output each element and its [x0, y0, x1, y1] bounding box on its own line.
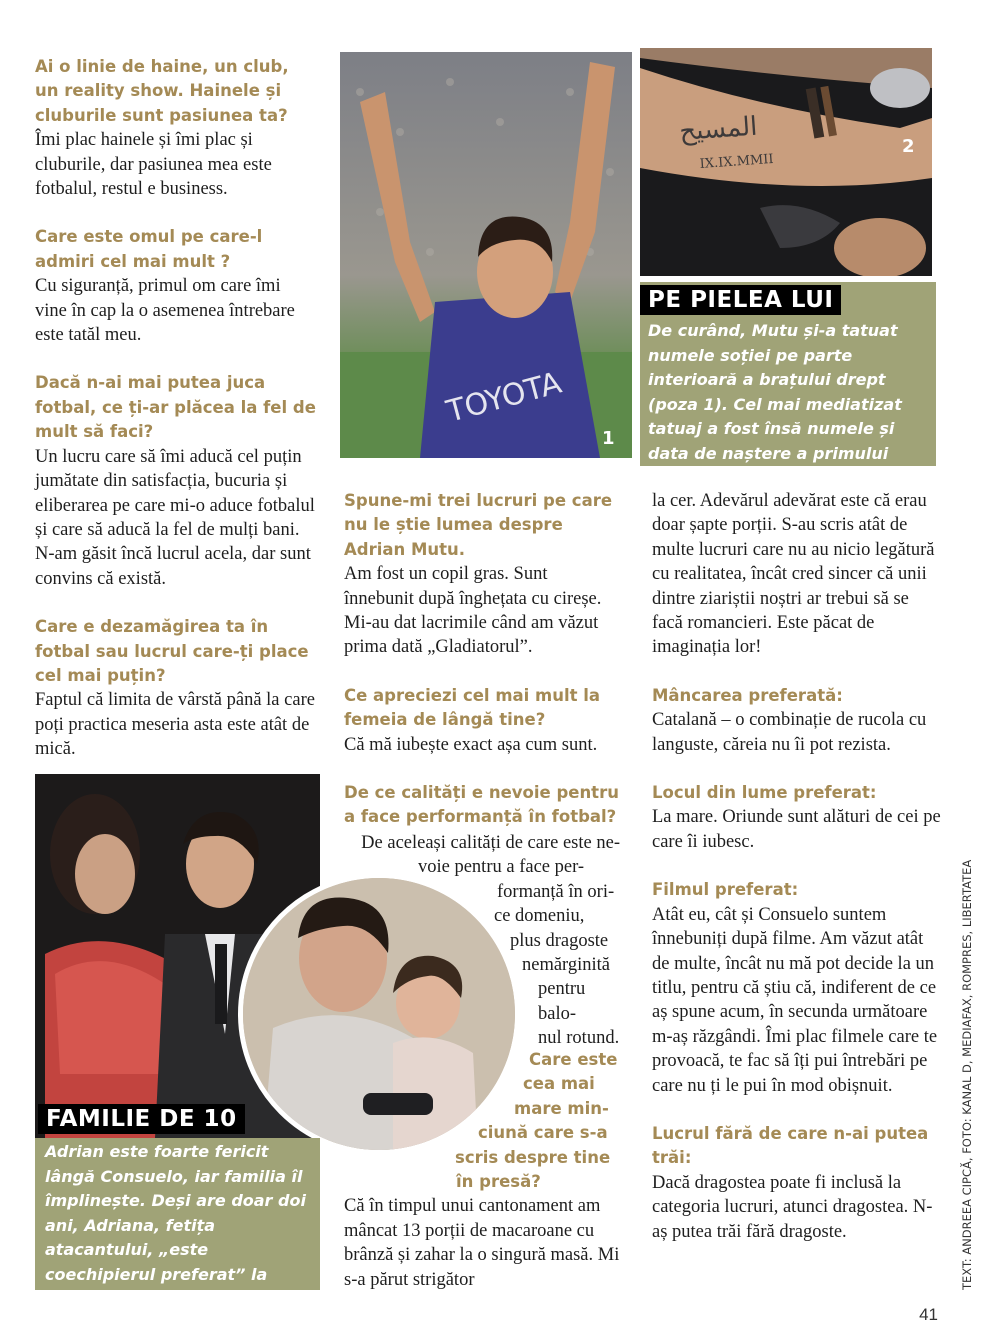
qa-block — [344, 781, 620, 830]
question: Locul din lume preferat: — [652, 783, 877, 803]
qa-block — [35, 615, 317, 761]
question: Filmul preferat: — [652, 880, 799, 900]
answer: Dacă dragostea poate fi inclusă la categoria lucruri, atunci dragostea. N-aș putea trăi fără dragoste. — [652, 1172, 933, 1242]
question: Lucrul fără de care n-ai putea trăi: — [652, 1123, 929, 1168]
qa-block — [35, 225, 317, 347]
answer-line: nemărginită — [522, 955, 611, 976]
right-column — [652, 489, 942, 1244]
answer-line: formanță în ori- — [497, 881, 615, 902]
photo-number-1: 1 — [602, 428, 615, 449]
answer: Un lucru care să îmi aducă cel puțin jumătate din satisfacția, bucuria și eliberarea pe care mi-o aduce fotbalul și care să aducă la fel de mulți bani. N-am găsit încă lucrul acela, dar sunt convins că există. — [35, 446, 315, 589]
answer-line: De aceleași calități de care este ne- — [361, 833, 620, 853]
answer-line: nul rotund. — [538, 1028, 620, 1049]
left-column — [35, 55, 317, 786]
question: Ce apreciezi cel mai mult la femeia de lângă tine? — [344, 685, 601, 730]
answer: Îmi plac hainele și îmi plac și cluburile, dar pasiunea mea este fotbalul, restul e business. — [35, 130, 272, 200]
qa-block — [344, 489, 620, 660]
question-line: mare min- — [514, 1098, 609, 1118]
qa-block — [652, 684, 942, 757]
question: Mâncarea preferată: — [652, 685, 843, 705]
answer: Atât eu, cât și Consuelo suntem înnebuniți după filme. Am văzut atât de multe, încât nu mă pot decide la un titlu, pentru că știu că, indiferent de ce aș spune acum, în secunda următoare m-aș răzgândi. Îmi plac filmele care te provoacă, te fac să îți pui întrebări pe care nu ți le pui în mod obișnuit. — [652, 904, 938, 1096]
page-number: 41 — [919, 1305, 938, 1324]
svg-text:المسيح: المسيح — [678, 111, 759, 147]
question: Ai o linie de haine, un club, un reality show. Hainele și cluburile sunt pasiunea ta? — [35, 57, 289, 125]
celebration-photo-image — [340, 52, 632, 458]
tattoo-box-text: De curând, Mutu și-a tatuat numele soției pe parte interioară a brațului drept (poza 1). Cel mai mediatizat tatuaj a fost însă numele și data de naștere a primului copil, Mario. (poza 2) — [648, 321, 902, 487]
answer: Am fost un copil gras. Sunt înnebunit după înghețata cu cireșe. Mi-au dat lacrimile când am văzut prima dată „Gladiatorul”. — [344, 564, 602, 658]
answer: Faptul că limita de vârstă până la care poți practica meseria asta este atât de mică. — [35, 690, 315, 760]
answer: La mare. Oriunde sunt alături de cei pe care îi iubesc. — [652, 807, 941, 852]
middle-column — [344, 489, 620, 830]
tattoo-date: IX.IX.MMII — [699, 151, 775, 172]
qa-block — [652, 781, 942, 854]
family-box-title: FAMILIE DE 10 — [38, 1104, 245, 1134]
qa-block — [35, 55, 317, 201]
question: Care e dezamăgirea ta în fotbal sau lucrul care-ți place cel mai puțin? — [35, 617, 309, 685]
answer: Cu siguranță, primul om care îmi vine în cap la o asemenea întrebare este tatăl meu. — [35, 276, 295, 346]
father-daughter-photo-image — [243, 878, 515, 1150]
question: Spune-mi trei lucruri pe care nu le știe lumea despre Adrian Mutu. — [344, 491, 613, 559]
answer: Că mă iubește exact așa cum sunt. — [344, 734, 598, 755]
answer-line: pentru balo- — [538, 979, 586, 1024]
answer: Că în timpul unui cantonament am mâncat 13 porții de macaroane cu brânză și zahar la o singură masă. Mi s-a părut strigător — [344, 1196, 620, 1290]
father-daughter-photo — [238, 873, 520, 1155]
question: Care este omul pe care-l admiri cel mai mult ? — [35, 227, 263, 271]
continuation-text: la cer. Adevărul adevărat este că erau doar șapte porții. S-au scris atât de multe lucruri care nu au nicio legătură cu realitatea, încât cred sincer că unii dintre ziariștii noștri ar trebui să se facă romancieri. Este păcat de imaginația lor! — [652, 491, 935, 658]
celebration-photo — [340, 52, 632, 458]
question: Dacă n-ai mai putea juca fotbal, ce ți-ar plăcea la fel de mult să faci? — [35, 373, 316, 442]
question-line: scris despre tine — [455, 1147, 611, 1167]
question: De ce calități e nevoie pentru a face performanță în fotbal? — [344, 783, 619, 827]
photo-credits: TEXT: ANDREEA CIPCĂ, FOTO: KANAL D, MEDIAFAX, ROMPRES, LIBERTATEA — [960, 859, 974, 1290]
question-line: ciună care s-a — [478, 1123, 608, 1143]
question-line: în presă? — [456, 1172, 541, 1192]
qa-block — [344, 684, 620, 757]
photo-number-2: 2 — [902, 136, 915, 157]
qa-block — [652, 1122, 942, 1244]
answer-line: ce domeniu, — [494, 906, 585, 927]
qa-block — [652, 878, 942, 1098]
answer-line: voie pentru a face per- — [418, 857, 585, 878]
tattoo-box-title: PE PIELEA LUI — [640, 285, 841, 315]
tattoo-photo — [640, 48, 932, 276]
question-line: cea mai — [523, 1074, 595, 1094]
svg-text:TOYOTA: TOYOTA — [443, 365, 566, 430]
tattoo-photo-image — [640, 48, 932, 276]
family-box-text: Adrian este foarte fericit lângă Consuelo, iar familia îl împlinește. Deși are doar doi ani, Adriana, fetița atacantului, „este coechipierul preferat” la fotbal. Cei doi împart joystick-ul cu plăcere. — [45, 1142, 306, 1333]
qa-block — [35, 371, 317, 591]
answer-line: plus dragoste — [510, 930, 609, 951]
question-line: Care este — [529, 1050, 618, 1069]
answer: Catalană – o combinație de rucola cu languste, căreia nu îi pot rezista. — [652, 710, 927, 755]
